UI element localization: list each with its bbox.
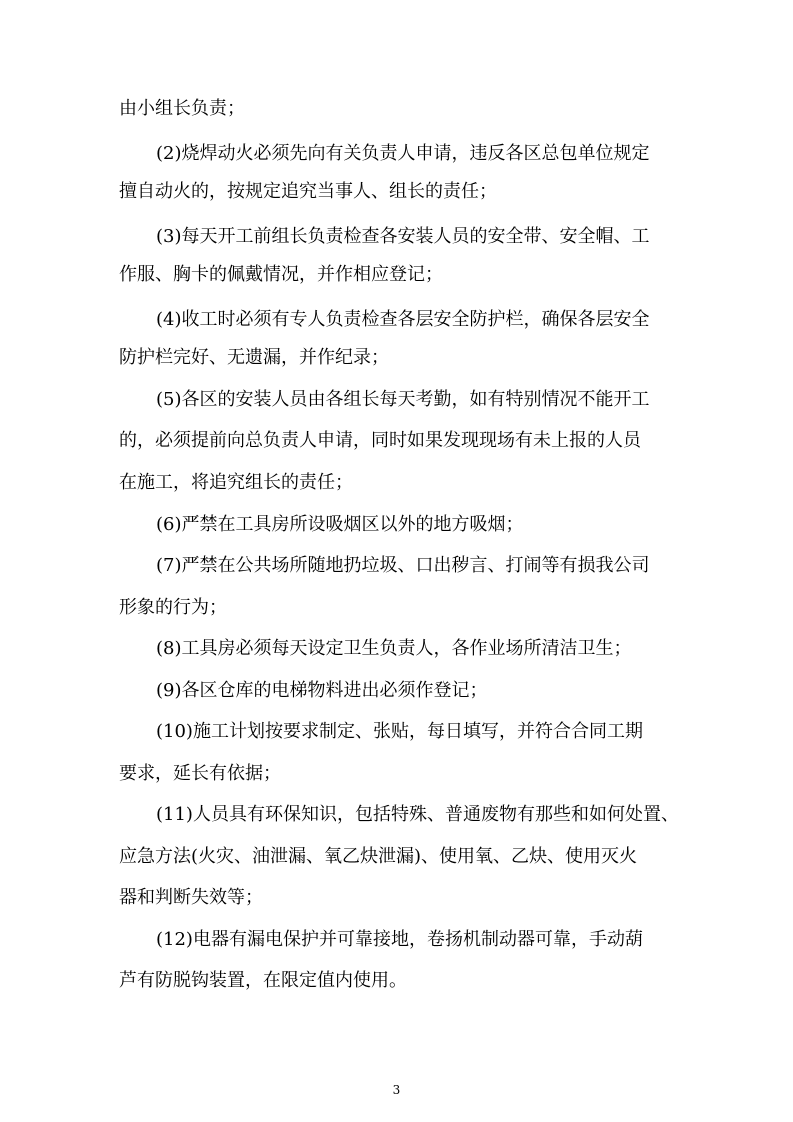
text-line: 器和判断失效等； xyxy=(119,887,263,908)
text-line: (5)各区的安装人员由各组长每天考勤，如有特别情况不能开工 xyxy=(156,389,650,410)
text-line: 应急方法(火灾、油泄漏、氧乙炔泄漏)、使用氧、乙炔、使用灭火 xyxy=(119,846,638,867)
page-number: 3 xyxy=(392,1083,401,1097)
text-line: 由小组长负责； xyxy=(119,98,245,119)
text-line: 的，必须提前向总负责人申请，同时如果发现现场有未上报的人员 xyxy=(119,430,641,451)
text-line: (6)严禁在工具房所设吸烟区以外的地方吸烟； xyxy=(156,514,524,535)
text-line: 芦有防脱钩装置，在限定值内使用。 xyxy=(119,970,407,991)
text-line: (3)每天开工前组长负责检查各安装人员的安全带、安全帽、工 xyxy=(156,226,650,247)
text-line: 防护栏完好、无遗漏，并作纪录； xyxy=(119,347,389,368)
text-line: (12)电器有漏电保护并可靠接地，卷扬机制动器可靠，手动葫 xyxy=(156,929,643,950)
text-line: 作服、胸卡的佩戴情况，并作相应登记； xyxy=(119,264,443,285)
text-line: (4)收工时必须有专人负责检查各层安全防护栏，确保各层安全 xyxy=(156,309,650,330)
text-line: (2)烧焊动火必须先向有关负责人申请，违反各区总包单位规定 xyxy=(156,143,650,164)
text-line: 形象的行为； xyxy=(119,597,227,618)
text-line: (11)人员具有环保知识，包括特殊、普通废物有那些和如何处置、 xyxy=(156,804,679,825)
text-line: (10)施工计划按要求制定、张贴，每日填写，并符合合同工期 xyxy=(156,721,643,742)
text-line: (7)严禁在公共场所随地扔垃圾、口出秽言、打闹等有损我公司 xyxy=(156,555,650,576)
text-line: 要求，延长有依据； xyxy=(119,763,281,784)
text-line: 在施工，将追究组长的责任； xyxy=(119,472,353,493)
text-line: 擅自动火的，按规定追究当事人、组长的责任； xyxy=(119,181,497,202)
text-line: (8)工具房必须每天设定卫生负责人，各作业场所清洁卫生； xyxy=(156,638,632,659)
text-line: (9)各区仓库的电梯物料进出必须作登记； xyxy=(156,680,488,701)
